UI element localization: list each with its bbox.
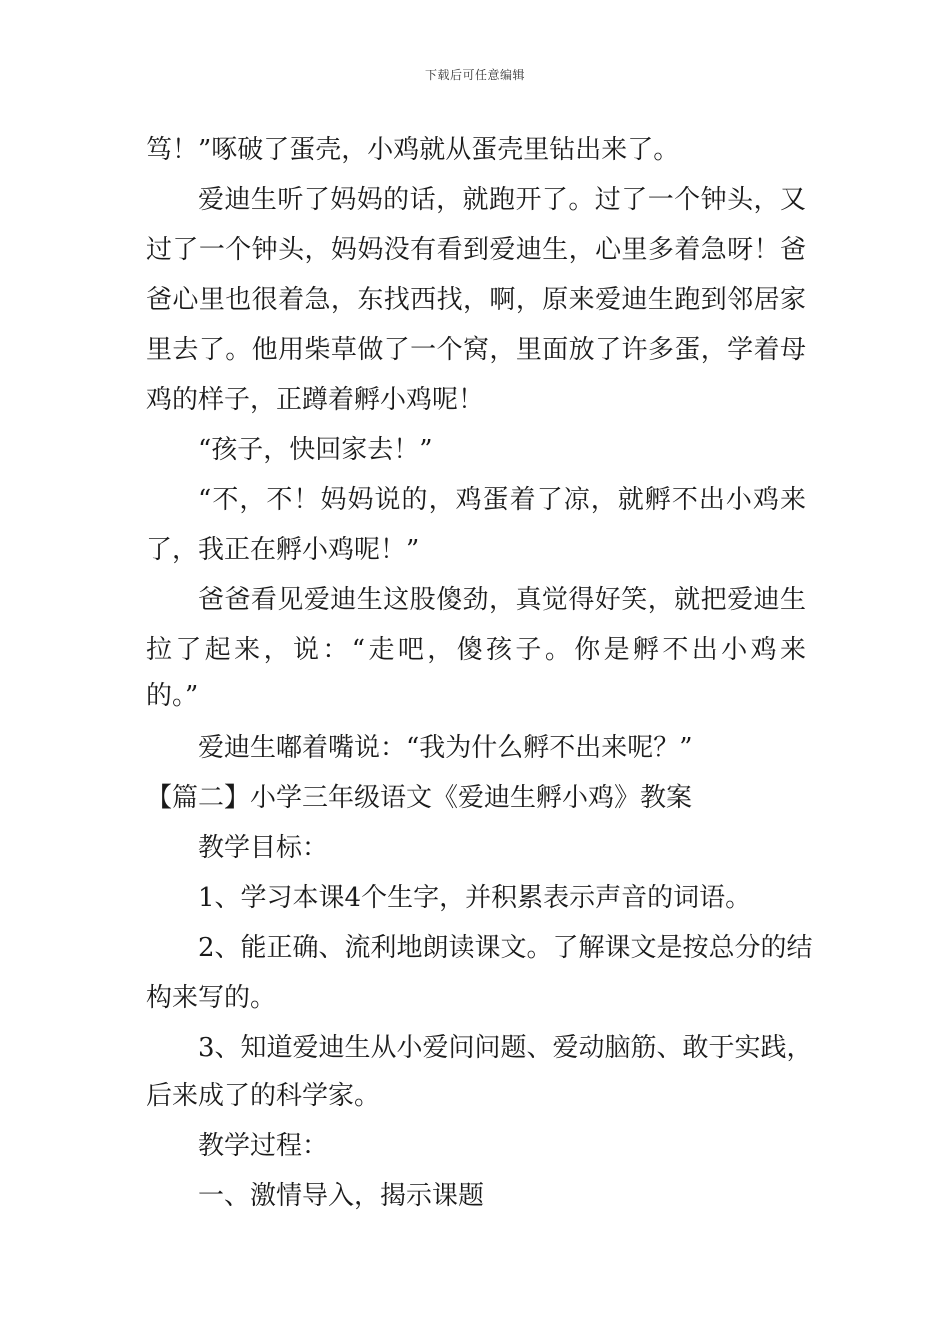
text-line: 教学过程： [198,1131,329,1161]
text-line: 笃！”啄破了蛋壳，小鸡就从蛋壳里钻出来了。 [146,135,680,165]
text-line: “孩子，快回家去！” [198,435,433,465]
text-line: 教学目标： [198,833,329,863]
text-line: 爸心里也很着急，东找西找，啊，原来爱迪生跑到邻居家 [146,285,806,315]
page-header: 下载后可任意编辑 [424,68,525,82]
text-line: 一、激情导入，揭示课题 [198,1181,485,1211]
text-line: 1、学习本课4个生字，并积累表示声音的词语。 [198,883,752,913]
text-line: 鸡的样子，正蹲着孵小鸡呢！ [146,385,485,415]
text-line: 了，我正在孵小鸡呢！” [146,535,420,565]
text-line: 的。” [146,681,199,711]
text-line: 拉了起来，说：“走吧，傻孩子。你是孵不出小鸡来 [146,635,806,665]
text-line: 后来成了的科学家。 [146,1081,381,1111]
text-line: 爱迪生听了妈妈的话，就跑开了。过了一个钟头，又 [198,185,806,215]
text-line: 爱迪生嘟着嘴说：“我为什么孵不出来呢？” [198,733,693,763]
text-line: 里去了。他用柴草做了一个窝，里面放了许多蛋，学着母 [146,335,806,365]
text-line: 构来写的。 [146,983,277,1013]
text-line: 2、能正确、流利地朗读课文。了解课文是按总分的结 [198,933,813,963]
text-line: 过了一个钟头，妈妈没有看到爱迪生，心里多着急呀！爸 [146,235,806,265]
text-line: 爸爸看见爱迪生这股傻劲，真觉得好笑，就把爱迪生 [198,585,806,615]
text-line: 3、知道爱迪生从小爱问问题、爱动脑筋、敢于实践， [198,1033,813,1063]
section-heading: 【篇二】小学三年级语文《爱迪生孵小鸡》教案 [146,783,693,813]
text-line: “不，不！妈妈说的，鸡蛋着了凉，就孵不出小鸡来 [198,485,806,515]
